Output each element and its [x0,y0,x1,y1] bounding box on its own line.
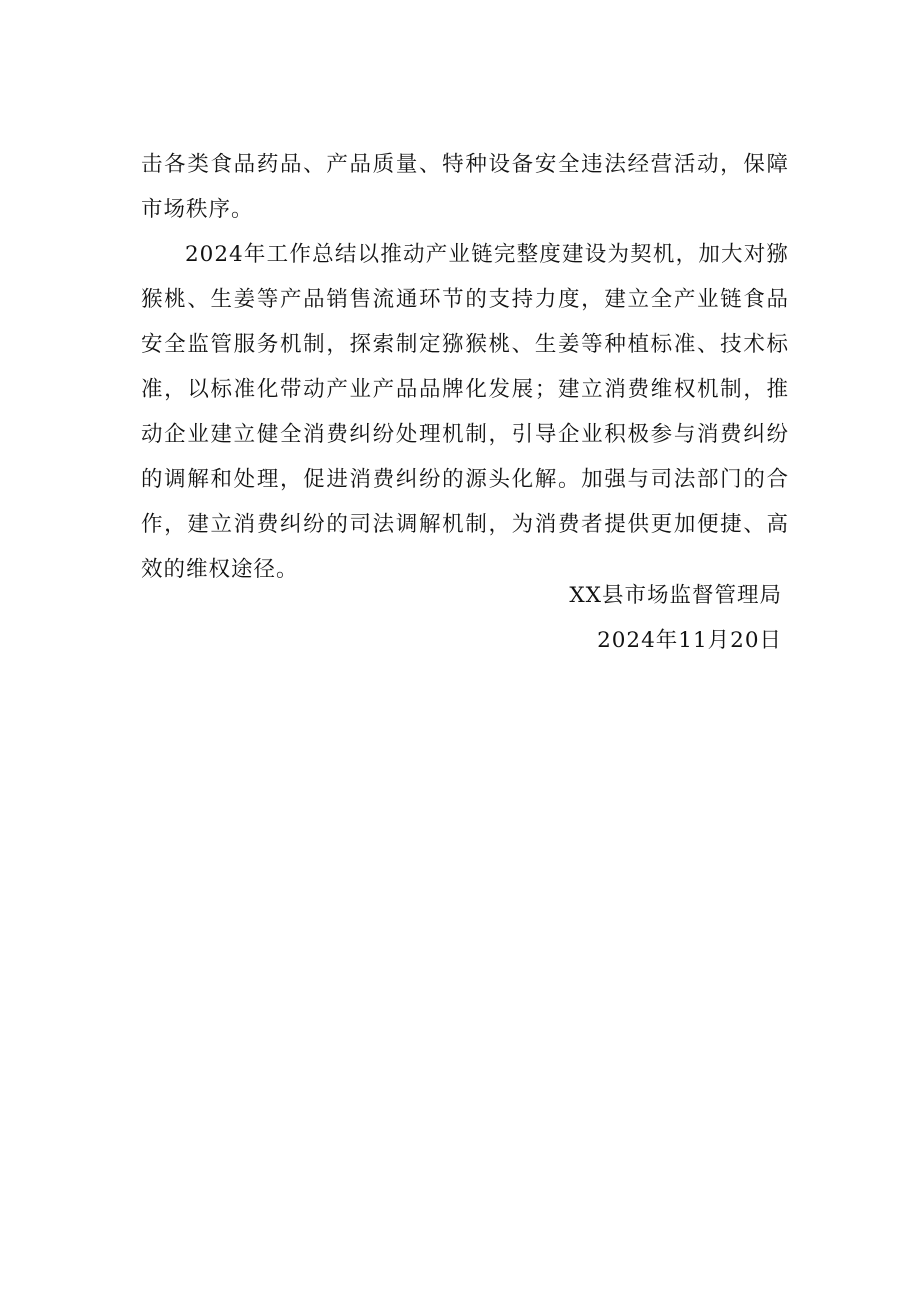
signature-organization: XX县市场监督管理局 [569,583,782,608]
signature-date: 2024年11月20日 [597,628,782,653]
signature-block [569,573,782,663]
document-body [141,142,789,592]
paragraph-summary: 2024年工作总结以推动产业链完整度建设为契机，加大对猕猴桃、生姜等产品销售流通环节的支持力度，建立全产业链食品安全监管服务机制，探索制定猕猴桃、生姜等种植标准、技术标准，以标准化带动产业产品品牌化发展；建立消费维权机制，推动企业建立健全消费纠纷处理机制，引导企业积极参与消费纠纷的调解和处理，促进消费纠纷的源头化解。加强与司法部门的合作，建立消费纠纷的司法调解机制，为消费者提供更加便捷、高效的维权途径。 [141,242,789,582]
paragraph-continued: 击各类食品药品、产品质量、特种设备安全违法经营活动，保障市场秩序。 [141,152,789,222]
